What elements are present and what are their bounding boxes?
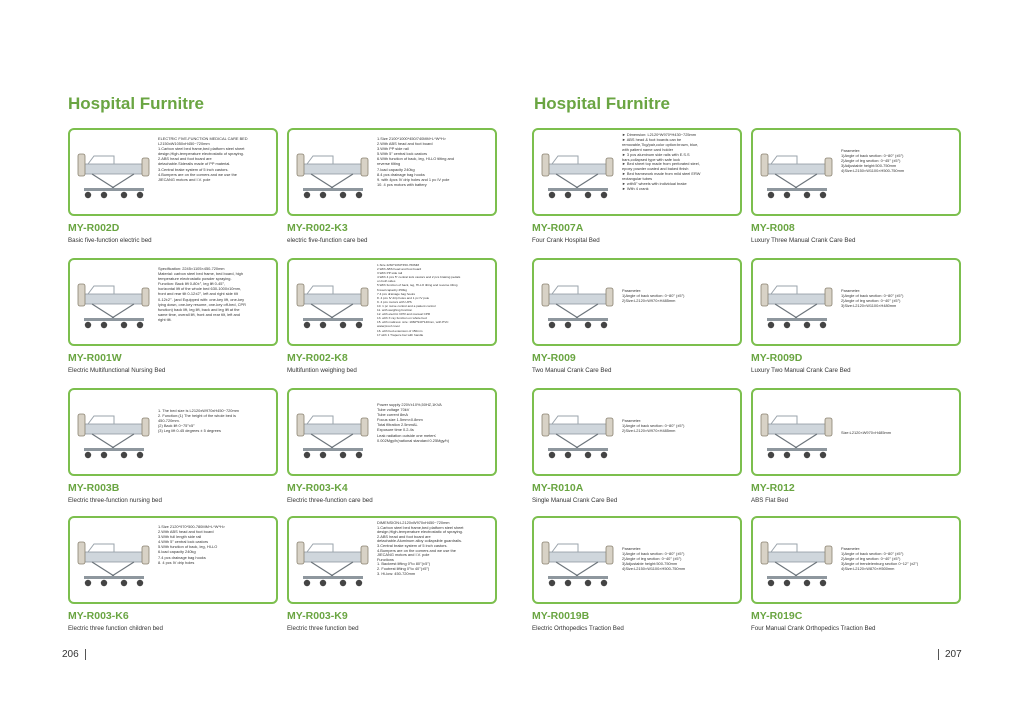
model-description: Luxury Two Manual Crank Care Bed (751, 367, 851, 374)
model-code: MY-R003-K6 (68, 610, 129, 622)
product-card-my-r003-k4 (287, 388, 497, 504)
page-heading: Hospital Furnitre (534, 94, 671, 113)
spec-text: Parameter: 1)Angle of back section: 0~80° (±5°) 2)Angle of leg section: 0~40° (±5°) 3)Angle of trendelenburg section 0~12° (±2°) 4)Size:L2120×W870×H500mm (841, 546, 919, 572)
model-code: MY-R001W (68, 352, 122, 364)
bed-illustration-icon (757, 532, 837, 590)
product-box (68, 128, 278, 216)
model-code: MY-R009D (751, 352, 803, 364)
page-number: 207 (938, 649, 962, 660)
model-description: Four Manual Crank Orthopedics Traction Bed (751, 625, 876, 632)
product-card-my-r003-k6 (68, 516, 278, 632)
product-card-my-r007a (532, 128, 742, 244)
product-box (751, 258, 961, 346)
product-card-my-r012 (751, 388, 961, 504)
model-description: ABS Flat Bed (751, 497, 789, 504)
model-description: Multifuntion weighing bed (287, 367, 357, 374)
product-card-my-r0019b (532, 516, 742, 632)
product-box (532, 128, 742, 216)
product-card-my-r019c (751, 516, 961, 632)
bed-illustration-icon (757, 404, 837, 462)
model-code: MY-R002D (68, 222, 120, 234)
model-code: MY-R003B (68, 482, 120, 494)
product-box (532, 388, 742, 476)
product-card-my-r003b (68, 388, 278, 504)
spec-text: DIMENSION:L2120xW970xH450~720mm 1.Carbon steel bed frame,bed platform steel sheet design,High-temperature electrostatic of spraying. 2.ABS head and foot board are detachable.Aluminum alloy collapsible guardrails. 3.Central brake system of 5 inch castors. 4.Bumpers are on the corners and we use the JIECANG motors and I.V. pole Functions 1. Backrest lifting 0°to 80°(±5°) 2. Footrest lifting 0°to 40°(±5°) 3. Hi-low: 450-720mm (377, 521, 464, 576)
bed-illustration-icon (74, 274, 154, 332)
model-description: Electric three function children bed (68, 625, 163, 632)
model-description: Electric three function bed (287, 625, 359, 632)
product-card-my-r002d (68, 128, 278, 244)
product-box (287, 258, 497, 346)
bed-illustration-icon (74, 144, 154, 202)
product-box (287, 128, 497, 216)
bed-illustration-icon (293, 144, 373, 202)
bed-illustration-icon (538, 274, 618, 332)
bed-illustration-icon (538, 144, 618, 202)
model-code: MY-R010A (532, 482, 584, 494)
bed-illustration-icon (293, 404, 373, 462)
spec-text: Parameter: 1)Angle of back section: 0~80° (±5°) 2)Size:L2120×W970×H485mm (622, 418, 685, 434)
page-number: 206 (62, 649, 86, 660)
model-description: electric five-function care bed (287, 237, 368, 244)
product-card-my-r009d (751, 258, 961, 374)
model-code: MY-R002-K8 (287, 352, 348, 364)
model-description: Electric Orthopedics Traction Bed (532, 625, 624, 632)
product-box (532, 258, 742, 346)
product-box (751, 128, 961, 216)
product-card-my-r002-k3 (287, 128, 497, 244)
spec-text: Parameter: 1)Angle of back section: 0~80° (±5°) 2)Angle of leg section: 0~45° (±5°) 3)Adjustable height:500-750mm 4)Size:L2150×W1100×H500-750mm (841, 148, 905, 174)
bed-illustration-icon (293, 532, 373, 590)
right-page (512, 0, 1024, 724)
product-card-my-r003-k9 (287, 516, 497, 632)
bed-illustration-icon (757, 144, 837, 202)
product-card-my-r009 (532, 258, 742, 374)
product-card-my-r001w (68, 258, 278, 374)
product-box (532, 516, 742, 604)
spec-text: Specification: 2245×1105×450-720mm Material: carbon steel bed frame, bed board, high temperature electrostatic powder spraying. Function: Back lift 0-80±°, leg lift 0-45°, horizontal lift of the whole bed 630-1000±10mm, front and rear tilt 0-12±2°, left and right side tilt 0-12±2°. (and Equipped with: one-key lift, one-key lying down, one-key resume, one-key off-bed, CPR function) back lift, leg lift, back and leg lift at the same time, overall lift, front and rear tilt, left and right tilt. (158, 266, 246, 322)
product-box (287, 388, 497, 476)
product-box (751, 516, 961, 604)
spec-text: 1. The bed size is L2120xW970xH450~720mm 2. Function:(1) The height of the whole bed is 450-720mm. (2) Back lift 0~75°±5° (3) Leg lift 0-45 degrees ± 5 degrees (158, 408, 239, 434)
spec-text: 1.Size 2120*970*500-780MM+L*W*H> 2.With ABS head and foot board 3.With full length side rail 4.With 5" central lock castors 5.With function of back, leg, HI-LO 6.load capacity 240kg 7.4 pcs drainage bag hooks 8. 4 pcs IV drip holes (158, 524, 226, 565)
model-code: MY-R012 (751, 482, 795, 494)
model-description: Luxury Three Manual Crank Care Bed (751, 237, 856, 244)
model-code: MY-R002-K3 (287, 222, 348, 234)
product-box (751, 388, 961, 476)
model-description: Single Manual Crank Care Bed (532, 497, 618, 504)
model-description: Two Manual Crank Care Bed (532, 367, 612, 374)
bed-illustration-icon (293, 274, 373, 332)
spec-text: ► Dimension: L2120*W970*H430~725mm ► ABS head & foot boards can be removable,7kg/pair,color option:brown, blue, with patient name card holder ► 3 pcs aluminum side rails with E.S.S bars,collapsed type with safe lock ► Bed sheet top made from perforated steel, epoxy powder coated and baked finish ► Bed framework made from mild steel ERW rectangular tubes ► with5" wheels with individual brake ► With 4 crank (622, 133, 701, 191)
model-code: MY-R008 (751, 222, 795, 234)
model-code: MY-R0019B (532, 610, 590, 622)
page-heading: Hospital Furnitre (68, 94, 205, 113)
bed-illustration-icon (538, 404, 618, 462)
spec-text: Parameter: 1)Angle of back section: 0~80° (±5°) 2)Angle of leg section: 0~40° (±5°) 3)Adjustable height:500-750mm 4)Size:L2150×W1100×H500-750mm (622, 546, 686, 572)
bed-illustration-icon (538, 532, 618, 590)
bed-illustration-icon (757, 274, 837, 332)
spec-text: 1.Size 2260*1060*450-760MM 2.With ABS head and foot board 3.With PP side rail 4.With 4 pcs 5" central lock castors and 2 pcs braking pedals on both sides 5.With function of back, leg, HI-LO tilting and reverse tilting 6.load capacity 250kg 7.4 pcs drainage bag hooks 8. 4 pcs IV drip holes and 1 pc IV pole 9. 4 pcs motors with UPS 10. 1 pc nurse control and a patient control 11. with weighing function 12. with electric CPR and manual CPR 13. with X ray function on whole bed 15. with mattress: size: 1960*940*140mm, with PVC waterproof cover 16. with bed extension of 150mm 17 with 1 Trapeze bar with handle (377, 263, 461, 337)
bed-illustration-icon (74, 532, 154, 590)
model-code: MY-R019C (751, 610, 803, 622)
product-card-my-r010a (532, 388, 742, 504)
spec-text: Power supply 220V±10%,50HZ,1KVA Tube voltage 70kV Tube current 8mA Focus size 1.5mm×0.8mm Total filtration 2.5mmAL Exposure time 0.2-4s Leak radiation outside one meter≤ 0.002Mgy/h(national standard 0.25Mgy/h) (377, 402, 450, 443)
model-description: Four Crank Hospital Bed (532, 237, 600, 244)
model-code: MY-R007A (532, 222, 584, 234)
product-box (287, 516, 497, 604)
model-description: Electric Multifunctional Nursing Bed (68, 367, 166, 374)
model-code: MY-R009 (532, 352, 576, 364)
spec-text: ELECTRIC FIVE-FUNCTION MEDICAL CARE BED L2150xW1050xH450~720mm 1.Carbon steel bed frame,bed platform steel sheet design,High-temperature electrostatic of spraying. 2.ABS head and foot board are detachable.Siderails made of PP material. 3.Central brake system of 5 inch castors. 4.Bumpers are on the corners and we use the JIECANG motors and I.V. pole (158, 136, 248, 182)
spec-text: Size:L2120×W970×H485mm (841, 430, 891, 435)
spec-text: 1.Size 2100*1000*450/740MM+L*W*H> 2.With ABS head and foot board 3.With PP side rail 5.With 5" central lock castors 6.With function of back, leg, HI-LO tilting and reverse tilting 7.load capacity 240kg 8.4 pcs drainage bag hooks 9. with 4pcs IV drip holes and 1 pc IV pole 10. 4 pcs motors with battery (377, 136, 454, 187)
product-box (68, 516, 278, 604)
model-code: MY-R003-K9 (287, 610, 348, 622)
product-card-my-r002-k8 (287, 258, 497, 374)
product-card-my-r008 (751, 128, 961, 244)
product-box (68, 388, 278, 476)
model-description: Electric three-function nursing bed (68, 497, 162, 504)
model-code: MY-R003-K4 (287, 482, 348, 494)
model-description: Electric three-function care bed (287, 497, 373, 504)
product-box (68, 258, 278, 346)
bed-illustration-icon (74, 404, 154, 462)
spec-text: Parameter: 1)Angle of back section: 0~80° (±5°) 2)Size:L2120×W970×H485mm (622, 288, 685, 304)
spec-text: Parameter: 1)Angle of back section: 0~80° (±5°) 2)Angle of leg section: 0~40° (±5°) 3)Size:L2120×W1100×H480mm (841, 288, 904, 309)
model-description: Basic five-function electric bed (68, 237, 152, 244)
